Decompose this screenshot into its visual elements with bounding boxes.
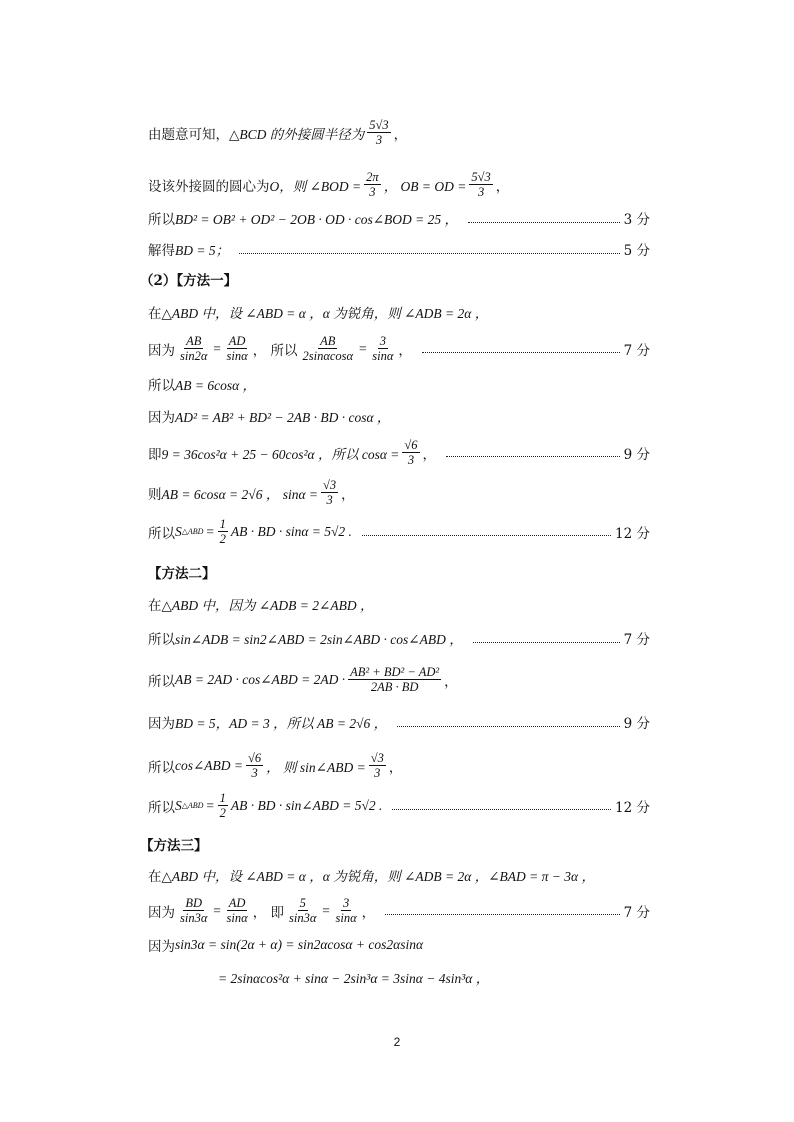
score-label: 12 分 — [615, 525, 650, 542]
fraction: $\frac{BD}{\sin 3\alpha}$ — [180, 896, 208, 926]
fraction: $\frac{3}{\sin\alpha}$ — [372, 334, 394, 364]
fraction: $\frac{1}{2}$ — [219, 517, 226, 547]
m3-setup: 在 △ABD 中，设 ∠ABD = α ，α 为锐角，则 ∠ADB = 2α ，∠BAD = π − 3α ， — [148, 869, 595, 885]
score-label: 7 分 — [623, 904, 650, 921]
fraction: $\frac{5}{\sin 3\alpha}$ — [288, 896, 317, 926]
line-expr: BD² = OB² + OD² − 2OB · OD · cos∠BOD = 25 ， — [175, 212, 458, 227]
line-circumradius: 由题意可知， △BCD 的外接圆半径为 $\frac{5√3}{3}$ ， — [148, 118, 408, 148]
m1-law-of-sines: 因为 $\frac{AB}{\sin 2\alpha}$ = $\frac{AD}{\sin\alpha}$ ， 所以 $\frac{AB}{2\sin\alpha\cos\alpha}$ = $\frac{3}{\sin\alpha}$ ， 7 分 — [148, 334, 650, 364]
fraction: $\frac{√3}{3}$ — [370, 751, 384, 781]
page-number: 2 — [393, 1035, 401, 1049]
m2-setup: 在 △ABD 中，因为 ∠ADB = 2∠ABD ， — [148, 598, 374, 614]
section-heading-method2: 【方法二】 — [148, 566, 216, 582]
fraction: $\frac{2\pi}{3}$ — [366, 170, 379, 200]
dot-leader — [385, 914, 619, 915]
dot-leader — [239, 253, 620, 254]
fraction: $\frac{√3}{3}$ — [323, 478, 337, 508]
m3-triple-angle: 因为 sin3α = sin(2α + α) = sin2αcosα + cos2αsinα — [148, 937, 424, 955]
dot-leader — [362, 535, 611, 536]
dot-leader — [468, 222, 620, 223]
m1-ab-sin: 则 AB = 6cosα = 2√6 ， sinα = $\frac{√3}{3}$ ， — [148, 478, 355, 508]
score-label: 7 分 — [623, 342, 650, 359]
fraction: $\frac{AD}{\sin\alpha}$ — [226, 896, 248, 926]
line-bd-squared — [148, 208, 650, 228]
score-label: 9 分 — [623, 446, 650, 463]
m3-expansion: = 2sinαcos²α + sinα − 2sin³α = 3sinα − 4sin³α ， — [218, 971, 490, 986]
m1-law-of-cosines: 因为 AD² = AB² + BD² − 2AB · BD · cosα ， — [148, 410, 391, 426]
fraction: $\frac{AB}{\sin 2\alpha}$ — [180, 334, 208, 364]
m2-cos-sin: 所以 cos∠ABD = $\frac{√6}{3}$ ， 则 sin∠ABD = $\frac{√3}{3}$ ， — [148, 751, 403, 781]
m1-setup: 在 △ABD 中，设 ∠ABD = α ，α 为锐角，则 ∠ADB = 2α ， — [148, 306, 489, 322]
m2-double-angle: 所以 sin∠ADB = sin2∠ABD = 2sin∠ABD · cos∠ABD ， 7 分 — [148, 628, 650, 648]
dot-leader — [392, 809, 611, 810]
dot-leader — [397, 726, 620, 727]
line-center: 设该外接圆的圆心为 O，则 ∠BOD = $\frac{2\pi}{3}$ ， OB = OD = $\frac{5√3}{3}$ ， — [148, 170, 510, 200]
m1-cos-value: 即 9 = 36cos²α + 25 − 60cos²α ，所以 cosα = $\frac{√6}{3}$ ， 9 分 — [148, 438, 650, 468]
line-bd-result — [148, 239, 650, 259]
m3-law-of-sines: 因为 $\frac{BD}{\sin 3\alpha}$ = $\frac{AD}{\sin\alpha}$ ， 即 $\frac{5}{\sin 3\alpha}$ = $\frac{3}{\sin\alpha}$ ， 7 分 — [148, 896, 650, 926]
line-prefix: 设该外接圆的圆心为 — [148, 178, 270, 195]
m1-area: 所以 S △ABD = $\frac{1}{2}$ AB · BD · sinα = 5√2 . 12 分 — [148, 517, 650, 547]
score-label: 9 分 — [623, 716, 650, 732]
fraction: $\frac{√6}{3}$ — [404, 438, 418, 468]
line-prefix: 所以 — [148, 212, 175, 228]
score-label: 12 分 — [615, 799, 650, 816]
line-expr: O，则 ∠BOD = — [269, 178, 362, 194]
line-prefix: 解得 — [148, 243, 175, 259]
m1-ab-cos: 所以 AB = 6cosα ， — [148, 378, 257, 394]
line-expr: BD = 5； — [175, 243, 230, 258]
score-label: 5 分 — [623, 243, 650, 259]
m2-ab-expression: 所以 AB = 2AD · cos∠ABD = 2AD · $\frac{\text{AB² + BD² − AD²}}{2AB \cdot BD}$ ， — [148, 665, 458, 695]
m2-ab-value: 因为 BD = 5，AD = 3 ，所以 AB = 2√6 ， 9 分 — [148, 712, 650, 732]
fraction: $\frac{5√3}{3}$ — [471, 170, 491, 200]
dot-leader — [473, 642, 620, 643]
section-heading-method3: 【方法三】 — [140, 838, 208, 854]
fraction: $\frac{1}{2}$ — [219, 791, 226, 821]
fraction: $\frac{5√3}{3}$ — [369, 118, 389, 148]
score-label: 3 分 — [623, 212, 650, 228]
fraction: $\frac{√6}{3}$ — [248, 751, 262, 781]
fraction: $\frac{3}{\sin\alpha}$ — [335, 896, 357, 926]
dot-leader — [446, 456, 620, 457]
line-prefix: 由题意可知， — [148, 126, 229, 143]
fraction: $\frac{AB}{2\sin\alpha\cos\alpha}$ — [302, 334, 354, 364]
fraction: $\frac{\text{AB² + BD² − AD²}}{2AB \cdot BD}$ — [350, 665, 440, 695]
line-expr: △BCD 的外接圆半径为 — [229, 126, 365, 142]
dot-leader — [422, 352, 620, 353]
fraction: $\frac{AD}{\sin\alpha}$ — [226, 334, 248, 364]
section-heading-method1: （2）【方法一】 — [140, 273, 238, 289]
m2-area: 所以 S △ABD = $\frac{1}{2}$ AB · BD · sin∠ABD = 5√2 . 12 分 — [148, 791, 650, 821]
score-label: 7 分 — [623, 632, 650, 648]
